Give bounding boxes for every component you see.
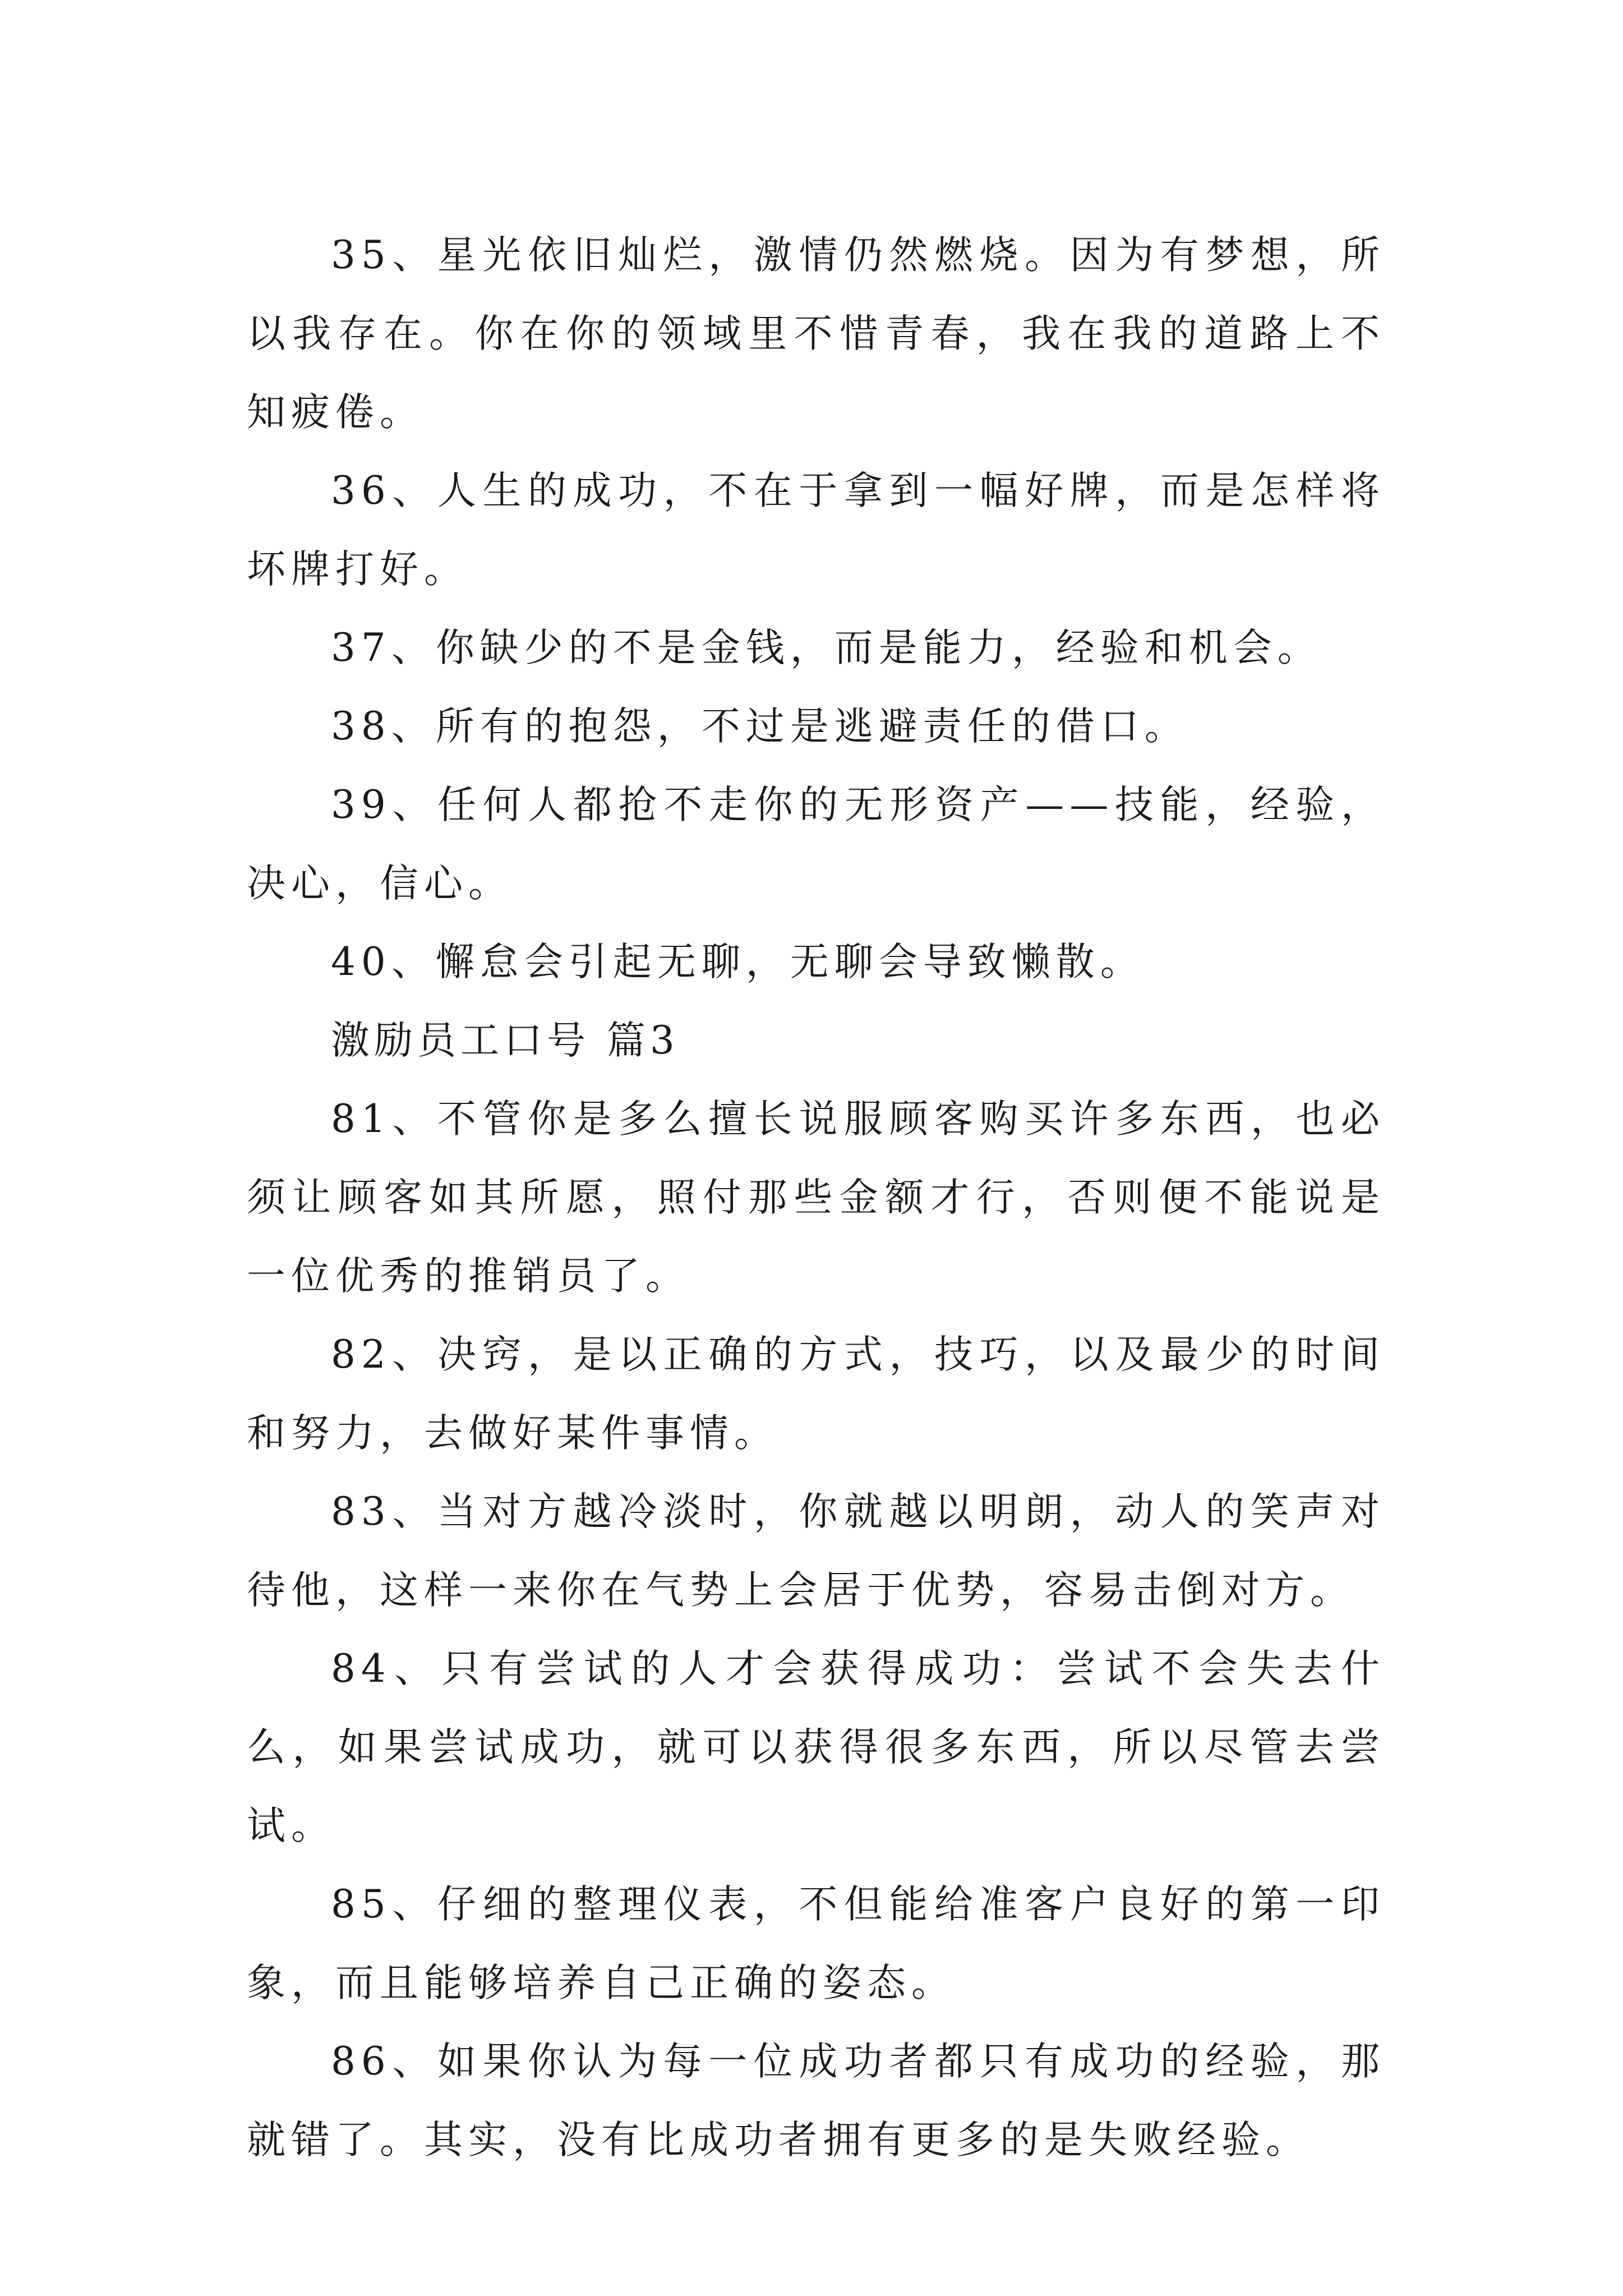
paragraph-39: 39、任何人都抢不走你的无形资产——技能，经验，决心，信心。 (247, 783, 1385, 906)
paragraph-37: 37、你缺少的不是金钱，而是能力，经验和机会。 (331, 625, 1322, 670)
paragraph-84: 84、只有尝试的人才会获得成功：尝试不会失去什么，如果尝试成功，就可以获得很多东西，所以尽管去尝试。 (247, 1646, 1385, 1848)
paragraph-81: 81、不管你是多么擅长说服顾客购买许多东西，也必须让顾客如其所愿，照付那些金额才行，否则便不能说是一位优秀的推销员了。 (247, 1097, 1385, 1299)
paragraph-85: 85、仔细的整理仪表，不但能给准客户良好的第一印象，而且能够培养自己正确的姿态。 (247, 1882, 1385, 2005)
paragraph-35: 35、星光依旧灿烂，激情仍然燃烧。因为有梦想，所以我存在。你在你的领域里不惜青春，我在我的道路上不知疲倦。 (247, 233, 1385, 435)
paragraph-38: 38、所有的抱怨，不过是逃避责任的借口。 (331, 704, 1189, 749)
section-heading: 激励员工口号 篇3 (331, 1018, 679, 1063)
paragraph-83: 83、当对方越冷淡时，你就越以明朗，动人的笑声对待他，这样一来你在气势上会居于优势，容易击倒对方。 (247, 1489, 1385, 1613)
paragraph-36: 36、人生的成功，不在于拿到一幅好牌，而是怎样将坏牌打好。 (247, 468, 1385, 592)
document-body (247, 216, 1385, 2179)
paragraph-82: 82、决窍，是以正确的方式，技巧，以及最少的时间和努力，去做好某件事情。 (247, 1332, 1385, 1456)
paragraph-40: 40、懈怠会引起无聊，无聊会导致懒散。 (331, 940, 1145, 984)
paragraph-86: 86、如果你认为每一位成功者都只有成功的经验，那就错了。其实，没有比成功者拥有更多的是失败经验。 (247, 2039, 1385, 2162)
